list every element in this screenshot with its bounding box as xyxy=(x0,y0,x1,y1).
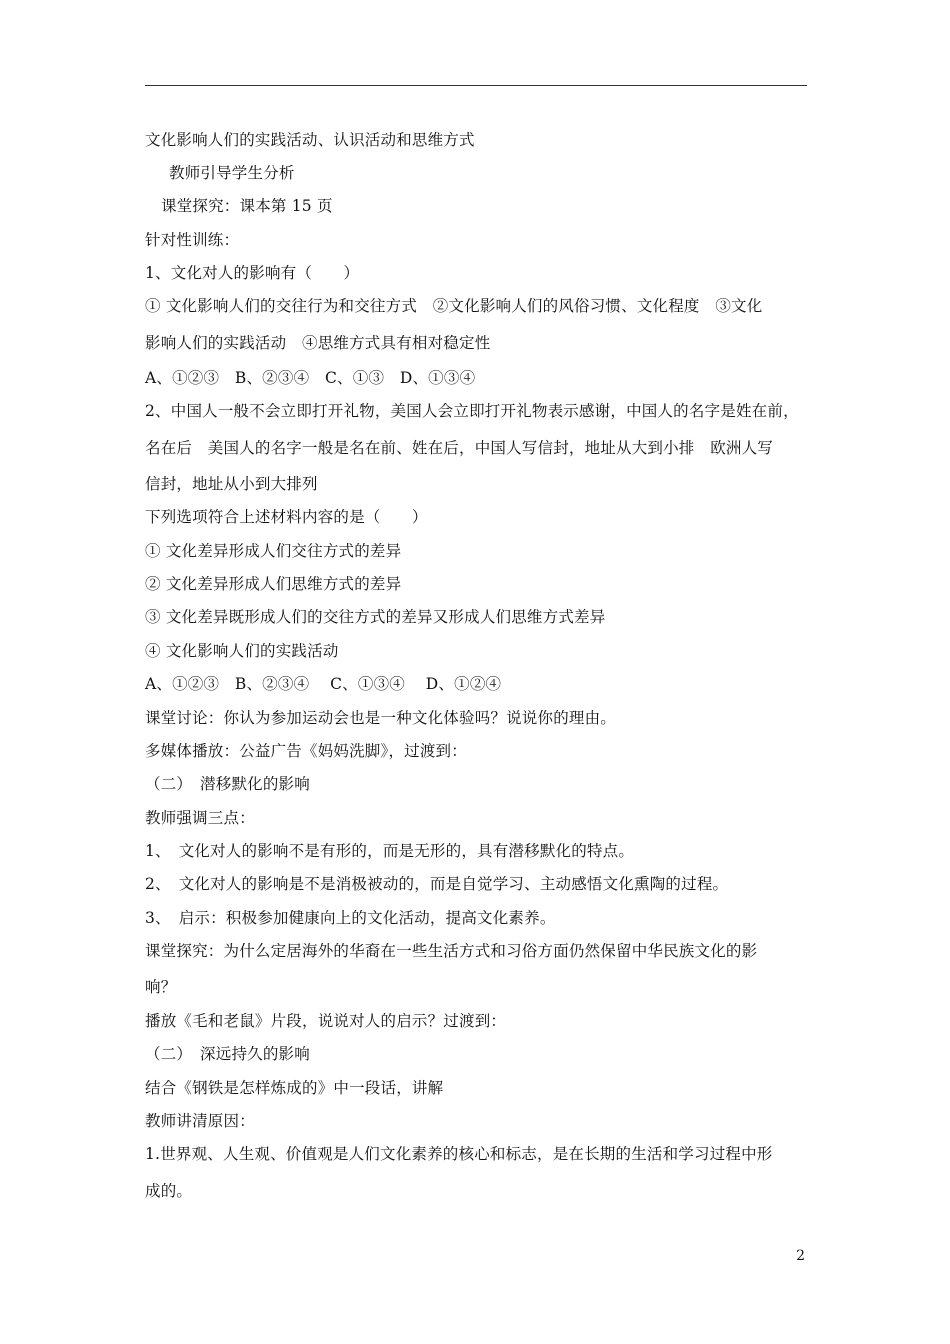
text-line: 影响人们的实践活动 ④思维方式具有相对稳定性 xyxy=(145,334,491,352)
text-line: 文化影响人们的实践活动、认识活动和思维方式 xyxy=(145,131,475,149)
text-line: 教师引导学生分析 xyxy=(169,164,295,182)
text-line: 3、 启示：积极参加健康向上的文化活动，提高文化素养。 xyxy=(145,909,556,927)
text-line: 2、 文化对人的影响是不是消极被动的，而是自觉学习、主动感悟文化熏陶的过程。 xyxy=(145,875,729,893)
text-line: （二） 深远持久的影响 xyxy=(145,1045,310,1063)
text-line: 结合《钢铁是怎样炼成的》中一段话，讲解 xyxy=(145,1079,444,1097)
text-line: A、①②③ B、②③④ C、①③ D、①③④ xyxy=(145,369,476,387)
text-line: 下列选项符合上述材料内容的是（ ） xyxy=(145,508,428,526)
text-line: 名在后 美国人的名字一般是名在前、姓在后，中国人写信封，地址从大到小排 欧洲人写 xyxy=(145,439,774,457)
text-line: ③ 文化差异既形成人们的交往方式的差异又形成人们思维方式差异 xyxy=(145,608,606,626)
text-line: 成的。 xyxy=(145,1182,193,1200)
text-line: 课堂讨论：你认为参加运动会也是一种文化体验吗？说说你的理由。 xyxy=(145,709,617,727)
text-line: （二） 潜移默化的影响 xyxy=(145,775,310,793)
text-line: ① 文化差异形成人们交往方式的差异 xyxy=(145,542,402,560)
text-line: 1、 文化对人的影响不是有形的，而是无形的，具有潜移默化的特点。 xyxy=(145,842,635,860)
text-line: ④ 文化影响人们的实践活动 xyxy=(145,642,339,660)
text-line: 多媒体播放：公益广告《妈妈洗脚》，过渡到： xyxy=(145,742,467,760)
text-line: 教师强调三点： xyxy=(145,809,255,827)
text-line: 播放《毛和老鼠》片段，说说对人的启示？过渡到： xyxy=(145,1012,507,1030)
text-line: 教师讲清原因： xyxy=(145,1112,255,1130)
header-rule xyxy=(145,85,807,86)
page-number: 2 xyxy=(796,1248,805,1264)
text-line: 响？ xyxy=(145,978,177,996)
text-line: 信封，地址从小到大排列 xyxy=(145,475,318,493)
text-line: 课堂探究：为什么定居海外的华裔在一些生活方式和习俗方面仍然保留中华民族文化的影 xyxy=(145,942,758,960)
text-line: 1.世界观、人生观、价值观是人们文化素养的核心和标志，是在长期的生活和学习过程中形 xyxy=(145,1145,773,1163)
text-line: 1、文化对人的影响有（ ） xyxy=(145,264,360,282)
text-line: ① 文化影响人们的交往行为和交往方式 ②文化影响人们的风俗习惯、文化程度 ③文化 xyxy=(145,297,763,315)
text-line: ② 文化差异形成人们思维方式的差异 xyxy=(145,575,402,593)
text-line: 课堂探究：课本第 15 页 xyxy=(161,197,333,215)
text-line: 2、中国人一般不会立即打开礼物，美国人会立即打开礼物表示感谢，中国人的名字是姓在前， xyxy=(145,402,799,420)
text-line: 针对性训练： xyxy=(145,231,240,249)
text-line: A、①②③ B、②③④ C、①③④ D、①②④ xyxy=(145,675,502,693)
